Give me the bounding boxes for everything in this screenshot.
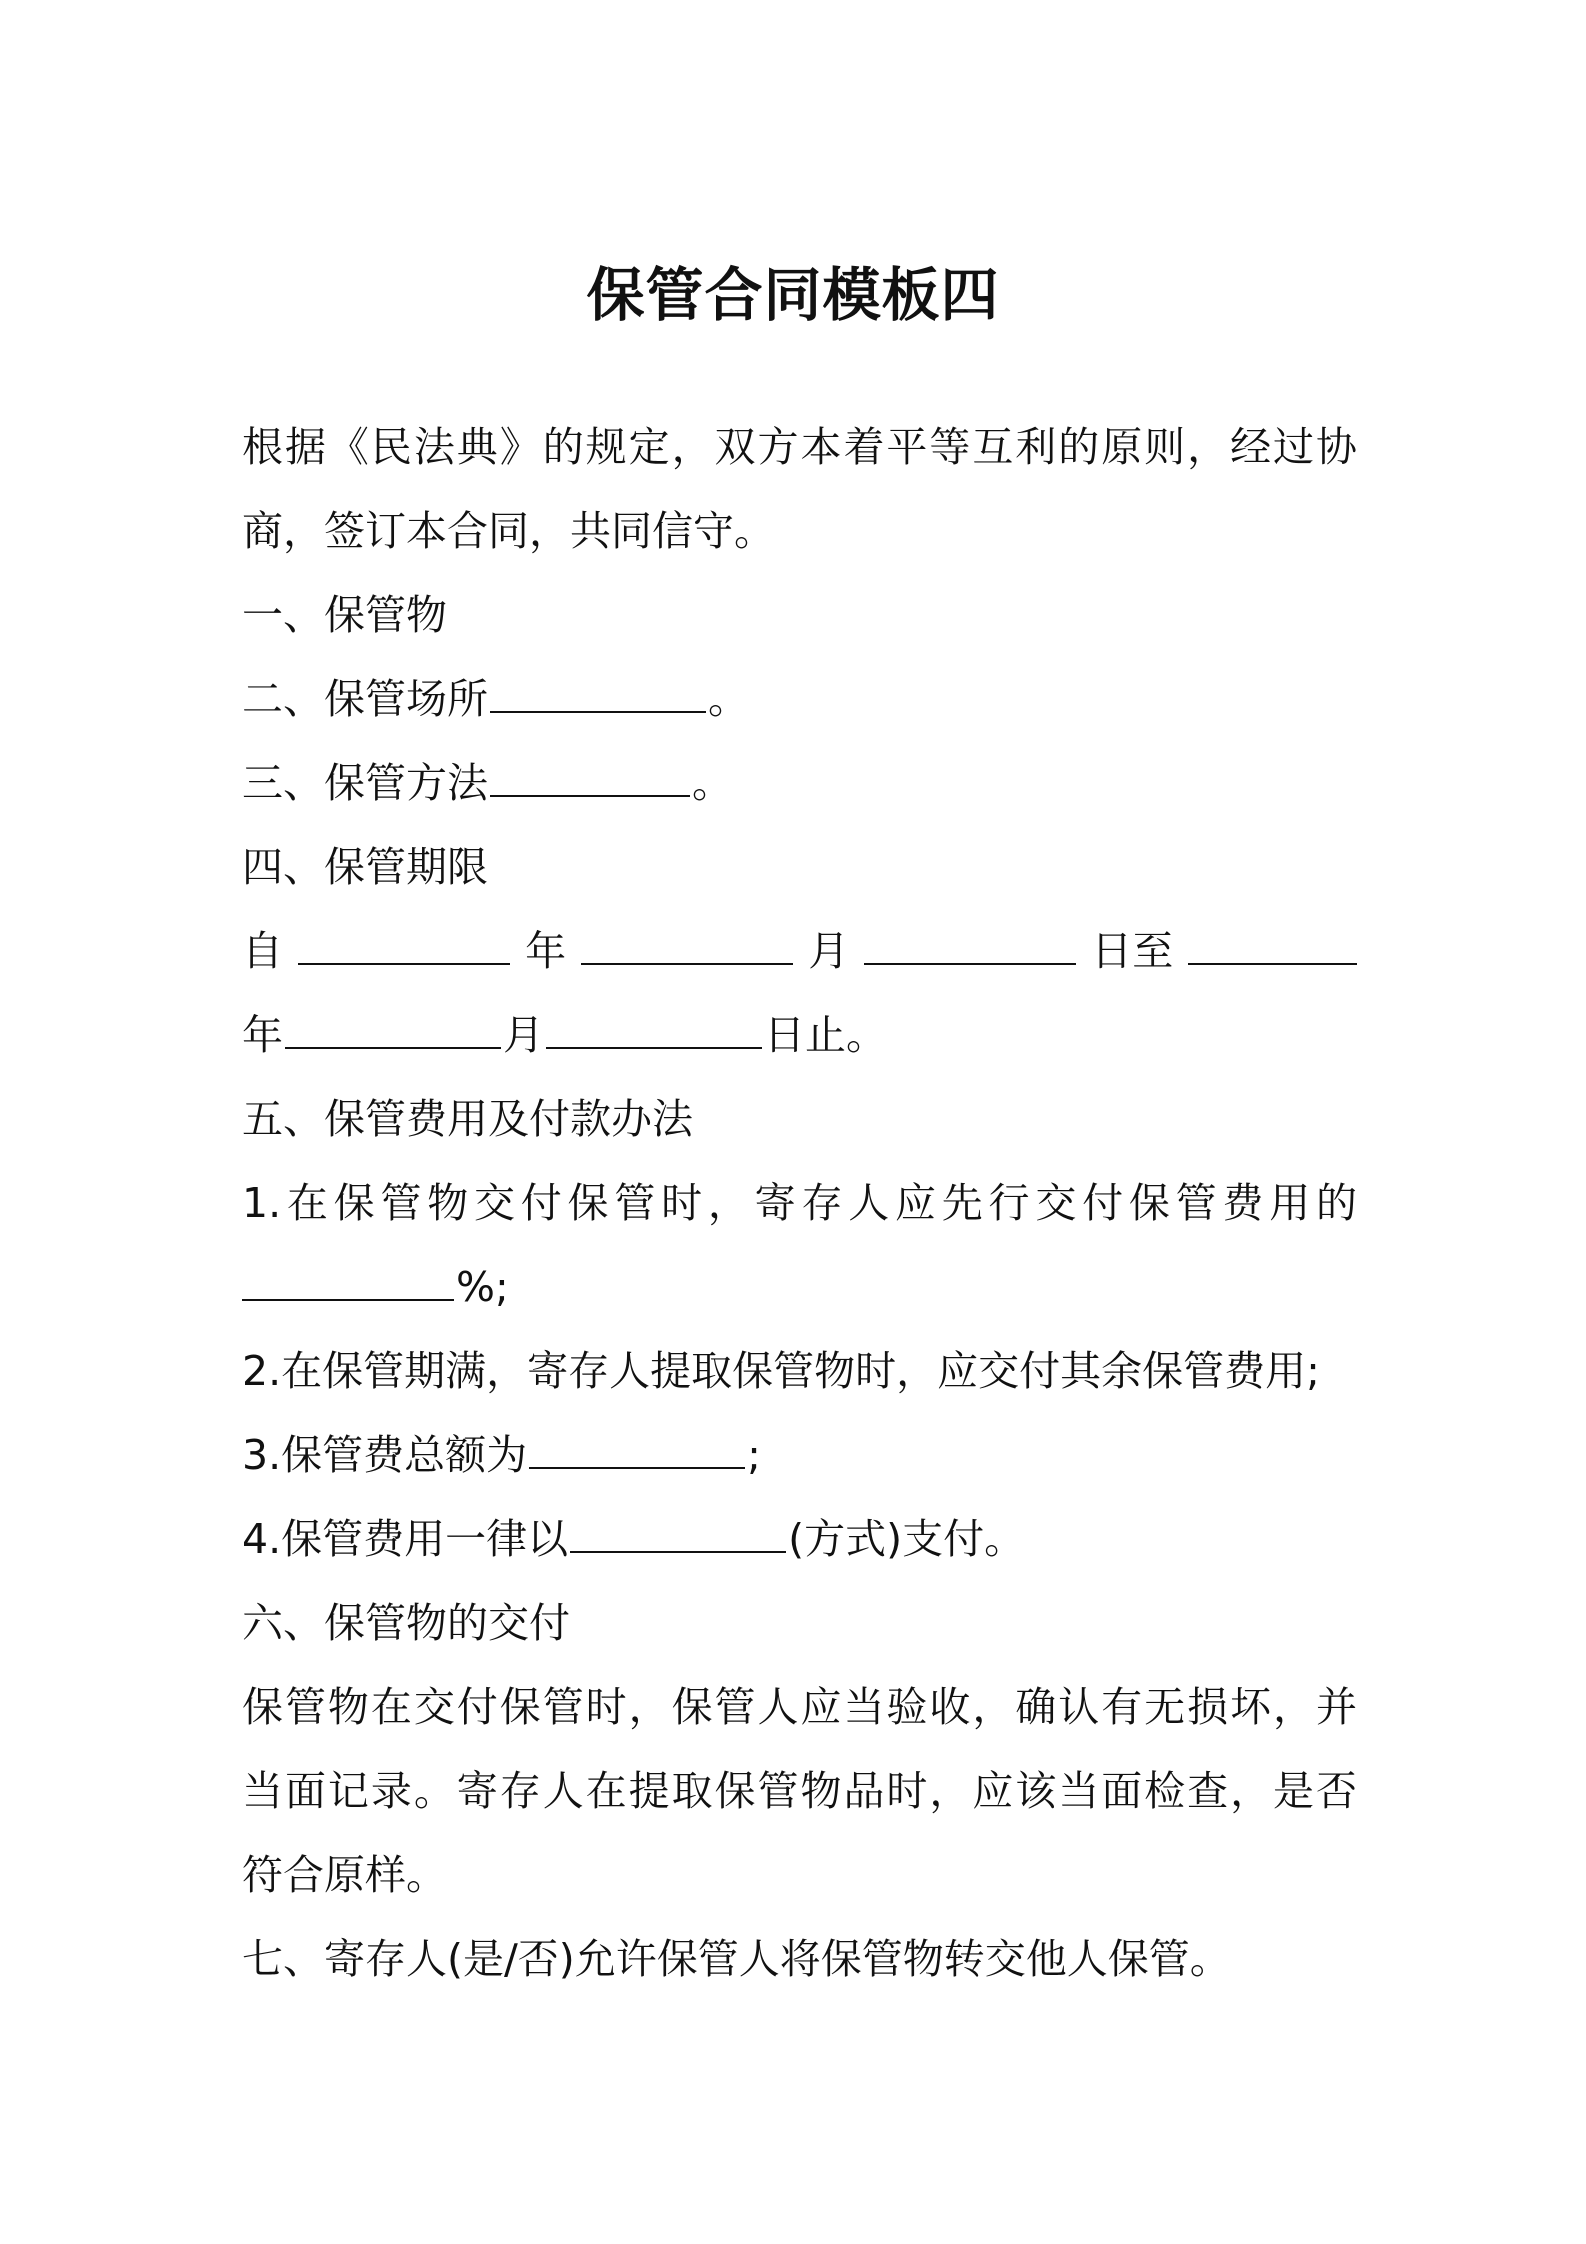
payment-method-blank[interactable] [570,1503,786,1553]
item-4-label: 4.保管费用一律以 [242,1515,569,1563]
period-month-2: 月 [503,1011,544,1059]
section-2-end: 。 [708,675,749,723]
section-4-heading: 四、保管期限 [242,843,488,891]
start-month-blank[interactable] [581,915,793,965]
section-3-line [242,741,1357,825]
start-day-blank[interactable] [864,915,1076,965]
item-1-line-2 [242,1245,1357,1329]
item-3-end: ; [747,1431,761,1479]
document-body [242,405,1357,2001]
period-line-1 [242,909,1357,993]
period-year-1: 年 [525,927,567,975]
period-month-1: 月 [808,927,850,975]
section-2-line [242,657,1357,741]
end-year-blank[interactable] [1188,915,1357,965]
end-month-blank[interactable] [285,999,501,1049]
period-line-2 [242,993,1357,1077]
intro-line-2: 商，签订本合同，共同信守。 [242,507,775,555]
period-year-2: 年 [242,1011,283,1059]
storage-method-blank[interactable] [490,747,690,797]
section-5-heading: 五、保管费用及付款办法 [242,1095,693,1143]
advance-percent-blank[interactable] [242,1251,454,1301]
section-6-para-line-3: 符合原样。 [242,1851,447,1899]
section-3-label: 三、保管方法 [242,759,488,807]
section-3-end: 。 [692,759,733,807]
item-1-line-1: 1.在保管物交付保管时，寄存人应先行交付保管费用的 [242,1179,1357,1227]
intro-line-1: 根据《民法典》的规定，双方本着平等互利的原则，经过协 [242,423,1357,471]
section-1-heading: 一、保管物 [242,591,447,639]
total-fee-blank[interactable] [529,1419,745,1469]
item-4-line [242,1497,1357,1581]
storage-place-blank[interactable] [490,663,706,713]
section-6-para-line-1: 保管物在交付保管时，保管人应当验收，确认有无损坏，并 [242,1683,1357,1731]
item-3-label: 3.保管费总额为 [242,1431,528,1479]
section-6-para-line-2: 当面记录。寄存人在提取保管物品时，应该当面检查，是否 [242,1767,1357,1815]
period-day-to: 日至 [1091,927,1174,975]
end-day-blank[interactable] [546,999,762,1049]
item-2-line: 2.在保管期满，寄存人提取保管物时，应交付其余保管费用; [242,1347,1320,1395]
section-2-label: 二、保管场所 [242,675,488,723]
start-year-blank[interactable] [298,915,510,965]
section-7-line: 七、寄存人(是/否)允许保管人将保管物转交他人保管。 [242,1935,1231,1983]
item-4-end: (方式)支付。 [788,1515,1026,1563]
item-3-line [242,1413,1357,1497]
period-day-end: 日止。 [764,1011,887,1059]
section-6-heading: 六、保管物的交付 [242,1599,570,1647]
item-1-end: %; [456,1263,509,1311]
document-title: 保管合同模板四 [586,261,1000,329]
period-from: 自 [242,927,283,975]
